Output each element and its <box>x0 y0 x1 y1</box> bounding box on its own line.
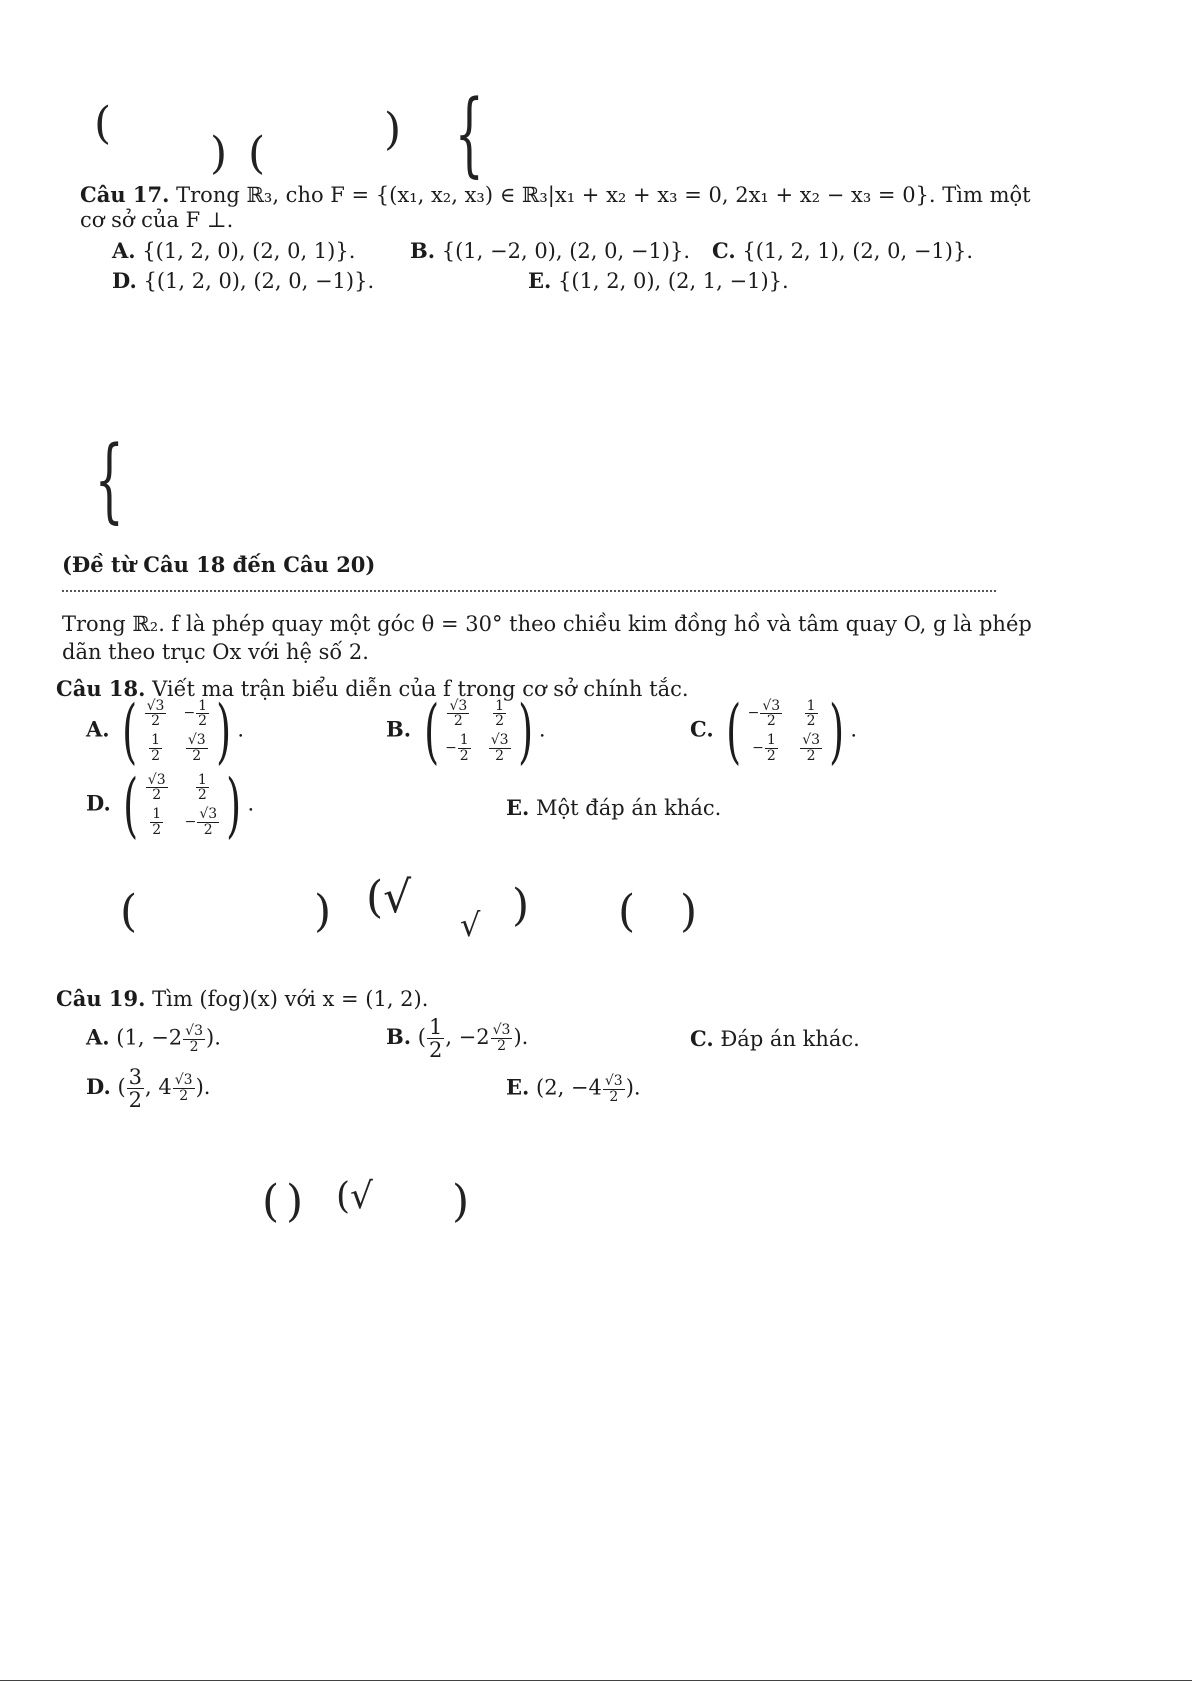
q17-stem-line2: cơ sở của F ⊥. <box>80 208 234 232</box>
q18-option-d[interactable]: D. ( $\frac{√3}{2}$ $\frac{1}{2}$ $\frac{1}{2}$ − $\frac{√3}{2}$ ) . <box>86 764 255 846</box>
stray-paren: ) <box>210 128 228 179</box>
stray-paren: ) <box>314 886 332 937</box>
matrix-cell: $\frac{1}{2}$ <box>495 697 505 730</box>
section-title: (Đề từ Câu 18 đến Câu 20) <box>62 552 376 577</box>
matrix-cell: − $\frac{√3}{2}$ <box>747 697 781 730</box>
stray-paren: ) <box>512 880 530 931</box>
q17-option-b[interactable]: B. {(1, −2, 0), (2, 0, −1)}. <box>410 238 691 263</box>
matrix-cell: $\frac{√3}{2}$ <box>449 697 468 730</box>
section-intro-line2: dãn theo trục Ox với hệ số 2. <box>62 640 369 664</box>
matrix-cell: $\frac{√3}{2}$ <box>146 697 165 730</box>
stray-paren: ) <box>286 1176 304 1227</box>
matrix-cell: $\frac{1}{2}$ <box>151 732 160 764</box>
stray-paren: ( <box>94 98 112 149</box>
q17-label: Câu 17. <box>80 182 170 207</box>
q19-option-d[interactable]: D. ( $\frac{3}{2}$ , 4 $\frac{√3}{2}$ ). <box>86 1065 211 1113</box>
stray-paren: ( <box>120 886 138 937</box>
matrix-cell: $\frac{√3}{2}$ <box>490 732 509 764</box>
q17-stem <box>80 182 1031 208</box>
q17-option-a[interactable]: A. {(1, 2, 0), (2, 0, 1)}. <box>112 238 356 263</box>
q17-option-e[interactable]: E. {(1, 2, 0), (2, 1, −1)}. <box>528 268 789 293</box>
matrix-cell: $\frac{√3}{2}$ <box>187 732 206 764</box>
matrix-cell: − $\frac{1}{2}$ <box>183 697 208 730</box>
q19-option-a[interactable]: A. (1, −2 $\frac{√3}{2}$ ). <box>86 1023 221 1055</box>
matrix-cell: $\frac{1}{2}$ <box>197 771 207 804</box>
q19-option-e[interactable]: E. (2, −4 $\frac{√3}{2}$ ). <box>506 1073 641 1105</box>
stray-paren: ) <box>680 886 698 937</box>
q18-option-c[interactable]: C. ( − $\frac{√3}{2}$ $\frac{1}{2}$ − $\frac{1}{2}$ $\frac{√3}{2}$ ) . <box>690 690 858 772</box>
stray-brace: { <box>454 80 484 187</box>
q17-text: Trong ℝ₃, cho F = {(x₁, x₂, x₃) ∈ ℝ₃|x₁ + x₂ + x₃ = 0, 2x₁ + x₂ − x₃ = 0}. Tìm một <box>176 183 1031 207</box>
option-label: A. <box>86 716 110 742</box>
dotted-separator <box>62 590 996 592</box>
q18-option-e[interactable]: E. Một đáp án khác. <box>506 795 722 820</box>
q19-option-b[interactable]: B. ( $\frac{1}{2}$ , −2 $\frac{√3}{2}$ ). <box>386 1015 529 1063</box>
q18-option-b[interactable]: B. ( $\frac{√3}{2}$ $\frac{1}{2}$ − $\frac{1}{2}$ $\frac{√3}{2}$ ) . <box>386 690 546 772</box>
stray-paren: ( <box>618 886 636 937</box>
option-label: D. <box>86 790 111 816</box>
matrix-cell: $\frac{1}{2}$ <box>152 806 162 838</box>
matrix: ( − $\frac{√3}{2}$ $\frac{1}{2}$ − $\frac{1}{2}$ $\frac{√3}{2}$ ) <box>726 690 845 772</box>
matrix: ( $\frac{√3}{2}$ $\frac{1}{2}$ − $\frac{1}{2}$ $\frac{√3}{2}$ ) <box>423 690 533 772</box>
matrix-cell: $\frac{1}{2}$ <box>806 697 816 730</box>
stray-sqrt: (√ <box>336 1176 373 1217</box>
q19-stem: Câu 19. Tìm (fog)(x) với x = (1, 2). <box>56 986 429 1011</box>
q17-option-d[interactable]: D. {(1, 2, 0), (2, 0, −1)}. <box>112 268 375 293</box>
q17-option-c[interactable]: C. {(1, 2, 1), (2, 0, −1)}. <box>712 238 974 263</box>
stray-sqrt: √ <box>460 906 481 944</box>
matrix: ( $\frac{√3}{2}$ $\frac{1}{2}$ $\frac{1}{2}$ − $\frac{√3}{2}$ ) <box>123 764 242 846</box>
matrix-cell: − $\frac{1}{2}$ <box>752 732 776 764</box>
stray-paren: ) <box>452 1176 470 1227</box>
page-bottom-rule <box>0 1680 1192 1681</box>
option-label: C. <box>690 716 714 742</box>
stray-paren: ) <box>384 104 402 155</box>
stray-brace: { <box>94 426 124 533</box>
matrix-cell: − $\frac{√3}{2}$ <box>184 806 218 838</box>
q18-stem: Câu 18. Viết ma trận biểu diễn của f trong cơ sở chính tắc. <box>56 676 689 701</box>
matrix-cell: − $\frac{1}{2}$ <box>445 732 469 764</box>
q19-option-c[interactable]: C. Đáp án khác. <box>690 1026 860 1051</box>
matrix-cell: $\frac{√3}{2}$ <box>147 771 166 804</box>
stray-paren: ( <box>248 128 266 179</box>
matrix: ( $\frac{√3}{2}$ − $\frac{1}{2}$ $\frac{1}{2}$ $\frac{√3}{2}$ ) <box>122 690 232 772</box>
stray-paren: ( <box>262 1176 280 1227</box>
section-intro: Trong ℝ₂. f là phép quay một góc θ = 30° theo chiều kim đồng hồ và tâm quay O, g là phép <box>62 612 1032 636</box>
matrix-cell: $\frac{√3}{2}$ <box>802 732 821 764</box>
q18-option-a[interactable]: A. ( $\frac{√3}{2}$ − $\frac{1}{2}$ $\frac{1}{2}$ $\frac{√3}{2}$ ) . <box>86 690 245 772</box>
option-label: B. <box>386 716 412 742</box>
stray-sqrt: (√ <box>366 872 412 923</box>
